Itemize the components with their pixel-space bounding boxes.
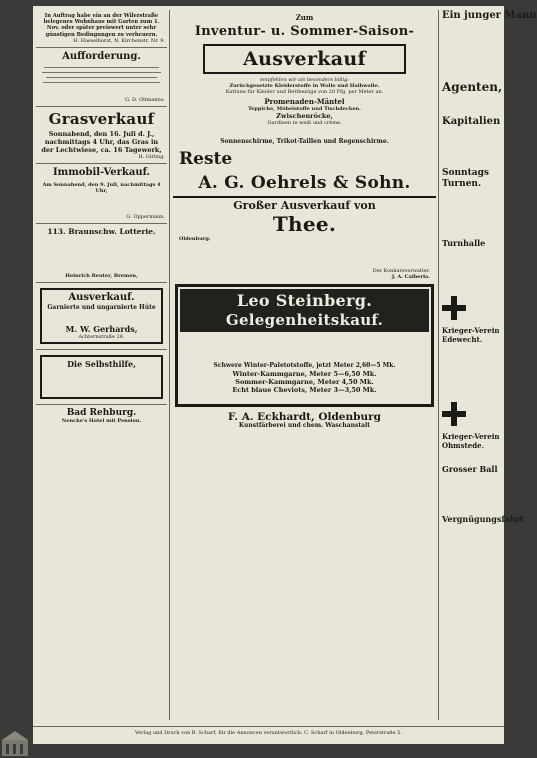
ad-junger-mann: Ein junger Mann bbox=[442, 10, 537, 21]
ad-immobil-title: Immobil-Verkauf. bbox=[52, 166, 151, 178]
ad-house-signature: H. Hasselhorst, N. Kirchenstr. Nr. 9. bbox=[73, 37, 165, 44]
sale-item-6: Gardinen in weiß und crème. bbox=[267, 120, 342, 126]
newspaper-page bbox=[33, 6, 537, 744]
sale-item-1: Zurückgesetzte Kleiderstoffe in Wolle und Halbwolle. bbox=[229, 83, 380, 89]
ad-grosser-ball: Grosser Ball bbox=[442, 464, 498, 474]
sale-item-5: Zwischenröcke, bbox=[276, 112, 333, 120]
sale-intro: empfehlen wir als besonders billig: bbox=[259, 77, 350, 83]
ad-sonntags-turnen: Sonntags Turnen. bbox=[442, 168, 489, 189]
column-rule-left bbox=[169, 10, 170, 720]
iron-cross-icon bbox=[442, 296, 466, 320]
leo-item-1: Schwere Winter-Paletotstoffe, jetzt Meter 2,60—5 Mk. bbox=[213, 362, 396, 369]
leo-item-2: Winter-Kammgarne, Meter 5—6,50 Mk. bbox=[232, 370, 377, 378]
firm-title: A. G. Oehrels & Sohn. bbox=[198, 173, 411, 193]
leo-item-3: Sommer-Kammgarne, Meter 4,50 Mk. bbox=[235, 378, 374, 386]
eckhardt-title: F. A. Eckhardt, Oldenburg bbox=[228, 411, 381, 423]
iron-cross-icon-2 bbox=[442, 402, 466, 426]
firm-rule bbox=[173, 196, 436, 198]
ad-huete-signature: M. W. Gerhards, bbox=[65, 323, 138, 334]
sale-items bbox=[173, 83, 436, 146]
ad-krieger-edewecht: Krieger-Verein Edewecht. bbox=[442, 326, 500, 344]
ad-house-text: In Auftrag habe ein an der Wilerstraße belegenes Wohnhaus mit Garten zum 1. Nov. oder später preiswert unter sehr günstigen Bedingungen zu verheuern. bbox=[43, 13, 160, 38]
ad-immobil-text: Am Sonnabend, den 9. Juli, nachmittags 4 Uhr, bbox=[42, 181, 161, 194]
ad-selbsthilfe-box bbox=[40, 355, 163, 399]
ad-aufforderung bbox=[36, 48, 167, 107]
ad-grasverkauf-title: Grasverkauf bbox=[48, 109, 155, 128]
ad-aufforderung-body bbox=[38, 67, 165, 97]
ad-selbsthilfe bbox=[36, 350, 167, 405]
ad-rehburg-title: Bad Rehburg. bbox=[66, 407, 137, 418]
reste-details bbox=[225, 148, 430, 170]
sale-pretitle: Zum bbox=[295, 13, 314, 22]
tea-sale-title: Großer Ausverkauf von bbox=[233, 199, 376, 212]
eckhardt-subtitle: Kunstfärberei und chem. Waschanstalt bbox=[238, 422, 371, 429]
ad-grasverkauf-signature: H. Gitting. bbox=[138, 153, 165, 160]
ausverkauf-banner-box bbox=[203, 44, 406, 74]
ad-aufforderung-title: Aufforderung. bbox=[62, 50, 141, 62]
ad-ausverkauf-huete bbox=[36, 283, 167, 350]
ad-lotterie-signature: Heinrich Reuter, Bremen, bbox=[65, 272, 138, 279]
reste-label: Reste bbox=[179, 149, 233, 169]
ad-huete-title: Ausverkauf. bbox=[68, 291, 135, 303]
middle-column bbox=[173, 10, 436, 720]
tea-sale-sig-name: J. A. Calberla. bbox=[391, 274, 430, 280]
tea-sale-item: Thee. bbox=[272, 212, 337, 236]
ad-house-sale bbox=[36, 10, 167, 48]
sale-item-7: Sonnenschirme, Trikot-Taillen und Regenschirme. bbox=[220, 138, 389, 145]
ad-huete-text: Garnierte und ungarnierte Hüte bbox=[47, 303, 156, 311]
leo-item-4: Echt blaue Cheviots, Meter 3—3,50 Mk. bbox=[232, 386, 377, 394]
leo-name: Leo Steinberg. bbox=[236, 291, 373, 310]
sale-title: Inventur- u. Sommer-Saison- bbox=[194, 24, 415, 39]
ad-krieger-ohmstede: Krieger-Verein Ohmstede. bbox=[442, 432, 500, 450]
ad-selbsthilfe-title: Die Selbsthilfe, bbox=[67, 358, 136, 369]
left-column bbox=[36, 10, 167, 720]
ad-immobil-verkauf bbox=[36, 164, 167, 224]
ad-huete-address: Achternstraße 26. bbox=[78, 333, 125, 340]
ad-agenten: Agenten, bbox=[442, 80, 503, 94]
sale-item-3: Promenaden-Mäntel bbox=[264, 97, 345, 106]
ad-immobil-signature: G. Oppermann. bbox=[126, 213, 165, 220]
ad-grasverkauf bbox=[36, 107, 167, 164]
ad-huete-box bbox=[40, 288, 163, 344]
tea-sale-signature bbox=[173, 268, 436, 280]
ad-bad-rehburg bbox=[36, 405, 167, 427]
sale-item-4: Teppiche, Möbelstoffe und Tischdecken. bbox=[248, 106, 361, 112]
ad-rehburg-signature: Nencke's Hotel mit Pension. bbox=[61, 417, 142, 424]
tea-sale-sig-role: Der Konkursverwalter. bbox=[372, 268, 430, 274]
ad-lotterie bbox=[36, 224, 167, 283]
ad-vergnuegungsfahrt: Vergnügungsfahrt bbox=[442, 514, 524, 524]
ad-grasverkauf-text: Sonnabend, den 16. Juli d. J., nachmittags 4 Uhr, das Gras in der Lechtwiese, ca. 16 Tagewerk, bbox=[41, 129, 162, 154]
column-rule-right bbox=[438, 10, 439, 720]
leo-steinberg-ad bbox=[175, 284, 434, 407]
ad-turnhalle: Turnhalle bbox=[442, 238, 486, 248]
imprint-footer: Verlag und Druck von B. Scharf, für die Annoncen verantwortlich: C. Scharf in Oldenburg, Peterstraße 5. bbox=[33, 726, 504, 740]
leo-title: Gelegenheitskauf. bbox=[225, 311, 384, 329]
leo-steinberg-header bbox=[180, 289, 429, 332]
right-column bbox=[442, 10, 537, 720]
library-stamp-icon bbox=[0, 728, 30, 758]
tea-sale-place: Oldenburg. bbox=[179, 236, 211, 242]
ad-aufforderung-signature: G. D. Oltmanns. bbox=[124, 96, 165, 103]
ad-lotterie-title: 113. Braunschw. Lotterie. bbox=[47, 226, 156, 236]
reste-block bbox=[173, 146, 436, 172]
ad-kapitalien: Kapitalien bbox=[442, 116, 501, 127]
ausverkauf-banner: Ausverkauf bbox=[243, 48, 366, 70]
sale-item-2: Kattune für Kleider und Bettbezüge von 20 Pfg. per Meter an. bbox=[225, 89, 384, 95]
